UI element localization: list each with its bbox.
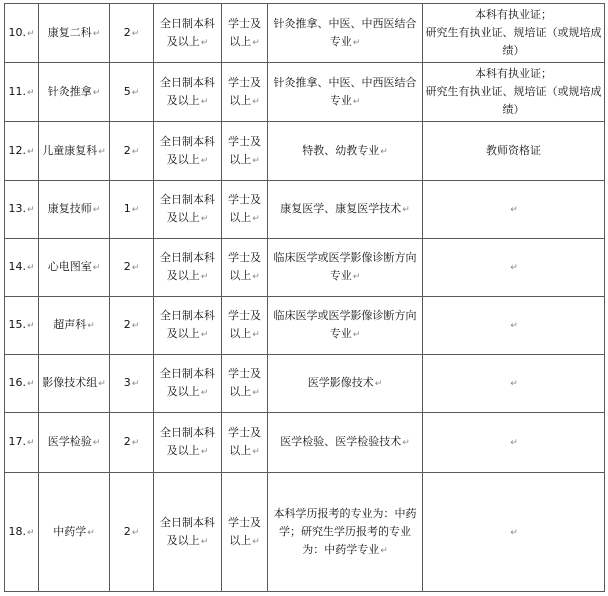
requirement-line: 教师资格证 <box>486 144 541 157</box>
requirement-line: 本科有执业证； <box>475 8 552 21</box>
headcount-cell-text: 3 <box>123 376 131 389</box>
paragraph-mark: ↵ <box>26 146 35 157</box>
paragraph-mark: ↵ <box>200 96 209 107</box>
paragraph-mark: ↵ <box>131 28 140 39</box>
paragraph-mark: ↵ <box>92 28 101 39</box>
table-row <box>5 355 605 413</box>
paragraph-mark: ↵ <box>200 272 209 282</box>
headcount-cell <box>110 181 154 239</box>
major-cell <box>268 4 423 63</box>
major-cell <box>268 181 423 239</box>
department-cell-text: 中药学 <box>53 524 87 538</box>
headcount-cell <box>110 413 154 473</box>
education-cell <box>154 4 222 63</box>
department-cell <box>39 355 110 413</box>
major-cell-text: 临床医学或医学影像诊断方向专业 <box>273 251 417 282</box>
paragraph-mark: ↵ <box>87 527 95 538</box>
row-number-cell-text: 16. <box>8 376 26 389</box>
paragraph-mark: ↵ <box>131 263 140 273</box>
headcount-cell-text: 1 <box>123 202 131 215</box>
paragraph-mark: ↵ <box>510 527 518 538</box>
major-cell-text: 针灸推拿、中医、中西医结合专业 <box>273 16 417 48</box>
department-cell-text: 康复技师 <box>47 202 92 215</box>
degree-cell-text: 学士及以上 <box>228 309 261 340</box>
paragraph-mark: ↵ <box>200 330 209 340</box>
education-cell <box>154 297 222 355</box>
headcount-cell-text: 2 <box>123 318 131 331</box>
requirement-cell <box>423 122 605 181</box>
department-cell-text: 心电图室 <box>47 260 92 273</box>
paragraph-mark: ↵ <box>252 447 260 457</box>
major-cell-text: 针灸推拿、中医、中西医结合专业 <box>273 75 417 107</box>
degree-cell <box>222 239 268 297</box>
department-cell <box>39 63 110 122</box>
paragraph-mark: ↵ <box>252 388 260 398</box>
department-cell-text: 儿童康复科 <box>42 143 98 157</box>
headcount-cell-text: 2 <box>123 260 131 273</box>
paragraph-mark: ↵ <box>98 379 106 389</box>
major-cell <box>268 355 423 413</box>
paragraph-mark: ↵ <box>92 205 101 215</box>
paragraph-mark: ↵ <box>26 321 35 331</box>
table-row <box>5 413 605 473</box>
row-number-cell-text: 18. <box>8 524 26 538</box>
education-cell <box>154 63 222 122</box>
department-cell <box>39 413 110 473</box>
paragraph-mark: ↵ <box>252 214 260 224</box>
paragraph-mark: ↵ <box>510 379 518 389</box>
education-cell-text: 全日制本科及以上 <box>160 426 215 457</box>
department-cell-text: 医学检验 <box>47 435 92 448</box>
major-cell-text: 医学检验、医学检验技术 <box>280 435 402 448</box>
degree-cell-text: 学士及以上 <box>228 515 261 547</box>
paragraph-mark: ↵ <box>200 536 209 547</box>
department-cell-text: 康复二科 <box>47 25 92 39</box>
table-row <box>5 473 605 592</box>
table-body <box>5 4 605 592</box>
department-cell-text: 影像技术组 <box>42 376 98 389</box>
table-row <box>5 63 605 122</box>
headcount-cell-text: 2 <box>123 25 131 39</box>
degree-cell-text: 学士及以上 <box>228 134 261 166</box>
requirement-cell <box>423 4 605 63</box>
education-cell-text: 全日制本科及以上 <box>160 309 215 340</box>
row-number-cell <box>5 4 39 63</box>
table-row <box>5 297 605 355</box>
paragraph-mark: ↵ <box>92 87 101 98</box>
paragraph-mark: ↵ <box>352 37 361 48</box>
education-cell-text: 全日制本科及以上 <box>160 134 215 166</box>
paragraph-mark: ↵ <box>131 146 140 157</box>
paragraph-mark: ↵ <box>374 379 383 389</box>
headcount-cell-text: 2 <box>123 143 131 157</box>
degree-cell-text: 学士及以上 <box>228 16 261 48</box>
paragraph-mark: ↵ <box>92 438 101 448</box>
headcount-cell-text: 2 <box>123 524 131 538</box>
requirement-line: 研究生有执业证、规培证（或规培成绩） <box>425 26 602 57</box>
paragraph-mark: ↵ <box>200 388 209 398</box>
requirement-cell <box>423 473 605 592</box>
major-cell-text: 康复医学、康复医学技术 <box>280 202 402 215</box>
row-number-cell-text: 14. <box>8 260 26 273</box>
paragraph-mark: ↵ <box>380 146 388 157</box>
education-cell <box>154 239 222 297</box>
education-cell-text: 全日制本科及以上 <box>160 251 215 282</box>
table-row <box>5 239 605 297</box>
headcount-cell-text: 2 <box>123 435 131 448</box>
paragraph-mark: ↵ <box>87 321 95 331</box>
paragraph-mark: ↵ <box>131 321 140 331</box>
degree-cell-text: 学士及以上 <box>228 426 261 457</box>
paragraph-mark: ↵ <box>352 330 361 340</box>
paragraph-mark: ↵ <box>510 263 518 273</box>
paragraph-mark: ↵ <box>26 527 35 538</box>
paragraph-mark: ↵ <box>26 28 35 39</box>
degree-cell-text: 学士及以上 <box>228 367 261 398</box>
paragraph-mark: ↵ <box>131 438 140 448</box>
table-row <box>5 181 605 239</box>
education-cell <box>154 413 222 473</box>
table-row <box>5 4 605 63</box>
paragraph-mark: ↵ <box>26 205 35 215</box>
paragraph-mark: ↵ <box>252 272 260 282</box>
degree-cell <box>222 181 268 239</box>
headcount-cell <box>110 122 154 181</box>
department-cell <box>39 4 110 63</box>
paragraph-mark: ↵ <box>26 379 35 389</box>
row-number-cell-text: 12. <box>8 143 26 157</box>
department-cell <box>39 473 110 592</box>
row-number-cell <box>5 413 39 473</box>
degree-cell <box>222 355 268 413</box>
row-number-cell-text: 17. <box>8 435 26 448</box>
requirement-cell <box>423 297 605 355</box>
paragraph-mark: ↵ <box>131 87 140 98</box>
education-cell <box>154 181 222 239</box>
headcount-cell <box>110 473 154 592</box>
row-number-cell-text: 13. <box>8 202 26 215</box>
major-cell <box>268 239 423 297</box>
paragraph-mark: ↵ <box>200 214 209 224</box>
paragraph-mark: ↵ <box>131 527 140 538</box>
department-cell-text: 超声科 <box>53 318 87 331</box>
major-cell-text: 本科学历报考的专业为：中药学；研究生学历报考的专业为：中药学专业 <box>273 506 417 556</box>
major-cell-text: 医学影像技术 <box>307 376 374 389</box>
major-cell <box>268 473 423 592</box>
paragraph-mark: ↵ <box>98 146 106 157</box>
education-cell <box>154 122 222 181</box>
paragraph-mark: ↵ <box>252 330 260 340</box>
paragraph-mark: ↵ <box>380 545 388 556</box>
major-cell-text: 临床医学或医学影像诊断方向专业 <box>273 309 417 340</box>
degree-cell <box>222 297 268 355</box>
department-cell <box>39 181 110 239</box>
row-number-cell-text: 11. <box>8 84 26 98</box>
paragraph-mark: ↵ <box>510 321 518 331</box>
requirement-cell <box>423 239 605 297</box>
education-cell-text: 全日制本科及以上 <box>160 75 215 107</box>
paragraph-mark: ↵ <box>252 536 260 547</box>
department-cell <box>39 297 110 355</box>
table-row <box>5 122 605 181</box>
paragraph-mark: ↵ <box>200 37 209 48</box>
requirement-cell <box>423 63 605 122</box>
paragraph-mark: ↵ <box>200 447 209 457</box>
row-number-cell-text: 15. <box>8 318 26 331</box>
major-cell <box>268 63 423 122</box>
headcount-cell <box>110 63 154 122</box>
degree-cell-text: 学士及以上 <box>228 75 261 107</box>
education-cell <box>154 355 222 413</box>
headcount-cell <box>110 297 154 355</box>
requirement-cell <box>423 181 605 239</box>
education-cell-text: 全日制本科及以上 <box>160 193 215 224</box>
row-number-cell <box>5 239 39 297</box>
row-number-cell-text: 10. <box>8 25 26 39</box>
paragraph-mark: ↵ <box>26 87 35 98</box>
paragraph-mark: ↵ <box>252 96 260 107</box>
row-number-cell <box>5 122 39 181</box>
row-number-cell <box>5 355 39 413</box>
paragraph-mark: ↵ <box>402 205 410 215</box>
headcount-cell <box>110 355 154 413</box>
paragraph-mark: ↵ <box>26 263 35 273</box>
headcount-cell-text: 5 <box>123 84 131 98</box>
paragraph-mark: ↵ <box>131 379 140 389</box>
degree-cell-text: 学士及以上 <box>228 193 261 224</box>
department-cell-text: 针灸推拿 <box>47 84 92 98</box>
degree-cell <box>222 473 268 592</box>
requirement-line: 研究生有执业证、规培证（或规培成绩） <box>425 85 602 116</box>
row-number-cell <box>5 63 39 122</box>
degree-cell <box>222 122 268 181</box>
recruitment-table <box>4 3 605 592</box>
degree-cell-text: 学士及以上 <box>228 251 261 282</box>
paragraph-mark: ↵ <box>200 155 209 166</box>
paragraph-mark: ↵ <box>131 205 140 215</box>
paragraph-mark: ↵ <box>352 272 361 282</box>
row-number-cell <box>5 297 39 355</box>
department-cell <box>39 122 110 181</box>
paragraph-mark: ↵ <box>352 96 361 107</box>
education-cell-text: 全日制本科及以上 <box>160 515 215 547</box>
degree-cell <box>222 4 268 63</box>
degree-cell <box>222 63 268 122</box>
degree-cell <box>222 413 268 473</box>
paragraph-mark: ↵ <box>510 205 518 215</box>
education-cell-text: 全日制本科及以上 <box>160 16 215 48</box>
major-cell-text: 特教、幼教专业 <box>302 143 380 157</box>
requirement-cell <box>423 413 605 473</box>
paragraph-mark: ↵ <box>92 263 101 273</box>
education-cell <box>154 473 222 592</box>
headcount-cell <box>110 239 154 297</box>
requirement-line: 本科有执业证； <box>475 67 552 80</box>
paragraph-mark: ↵ <box>252 155 260 166</box>
paragraph-mark: ↵ <box>26 438 35 448</box>
requirement-cell <box>423 355 605 413</box>
major-cell <box>268 122 423 181</box>
department-cell <box>39 239 110 297</box>
paragraph-mark: ↵ <box>510 438 518 448</box>
major-cell <box>268 297 423 355</box>
paragraph-mark: ↵ <box>252 37 260 48</box>
paragraph-mark: ↵ <box>402 438 410 448</box>
row-number-cell <box>5 473 39 592</box>
row-number-cell <box>5 181 39 239</box>
headcount-cell <box>110 4 154 63</box>
major-cell <box>268 413 423 473</box>
education-cell-text: 全日制本科及以上 <box>160 367 215 398</box>
